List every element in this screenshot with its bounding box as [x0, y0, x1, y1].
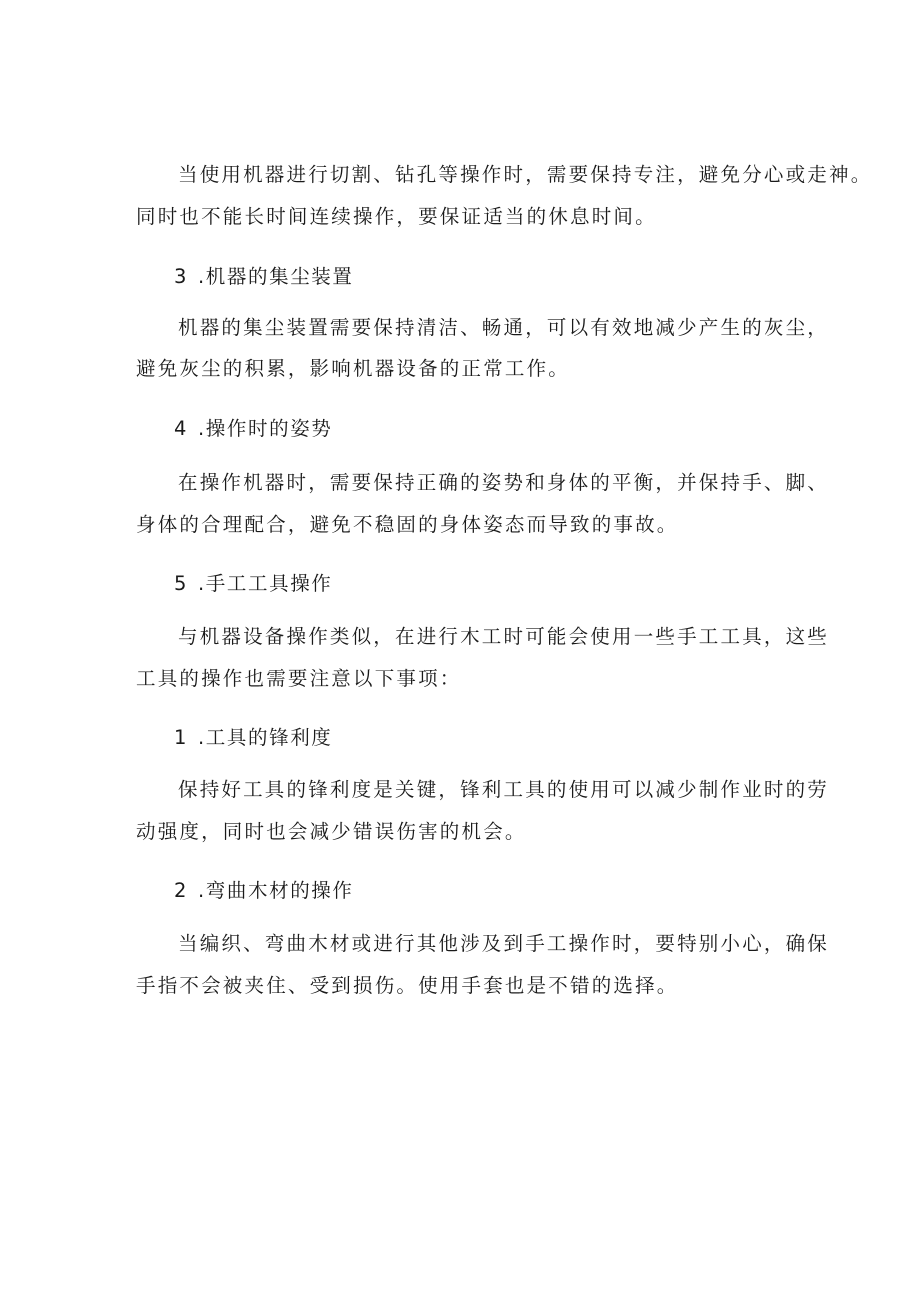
heading-number: 4 — [174, 417, 189, 440]
paragraph-line: 保持好工具的锋利度是关键，锋利工具的使用可以减少制作业时的劳 — [178, 778, 830, 801]
heading-number: 5 — [174, 572, 189, 595]
paragraph-line: 与机器设备操作类似，在进行木工时可能会使用一些手工工具，这些 — [178, 625, 830, 648]
heading-text: .手工工具操作 — [198, 572, 333, 595]
heading-text: .工具的锋利度 — [198, 726, 333, 749]
section-heading — [174, 878, 354, 904]
paragraph-line: 同时也不能长时间连续操作，要保证适当的休息时间。 — [136, 205, 657, 228]
paragraph-line: 动强度，同时也会减少错误伤害的机会。 — [136, 820, 527, 843]
heading-number: 2 — [174, 879, 189, 902]
section-heading — [174, 725, 332, 751]
section-heading — [174, 416, 332, 442]
heading-text: .操作时的姿势 — [198, 417, 333, 440]
paragraph-line: 机器的集尘装置需要保持清洁、畅通，可以有效地减少产生的灰尘， — [178, 316, 830, 339]
section-heading — [174, 264, 354, 290]
heading-text: .弯曲木材的操作 — [198, 879, 354, 902]
paragraph-line: 工具的操作也需要注意以下事项： — [136, 667, 462, 690]
paragraph-line: 当使用机器进行切割、钻孔等操作时，需要保持专注，避免分心或走神。 — [178, 163, 873, 186]
section-heading — [174, 571, 332, 597]
paragraph-line: 在操作机器时，需要保持正确的姿势和身体的平衡，并保持手、脚、 — [178, 471, 830, 494]
heading-number: 3 — [174, 265, 189, 288]
heading-number: 1 — [174, 726, 189, 749]
paragraph-line: 避免灰尘的积累，影响机器设备的正常工作。 — [136, 357, 571, 380]
paragraph-line: 身体的合理配合，避免不稳固的身体姿态而导致的事故。 — [136, 513, 679, 536]
paragraph-line: 当编织、弯曲木材或进行其他涉及到手工操作时，要特别小心，确保 — [178, 932, 830, 955]
heading-text: .机器的集尘装置 — [198, 265, 354, 288]
paragraph-line: 手指不会被夹住、受到损伤。使用手套也是不错的选择。 — [136, 974, 679, 997]
